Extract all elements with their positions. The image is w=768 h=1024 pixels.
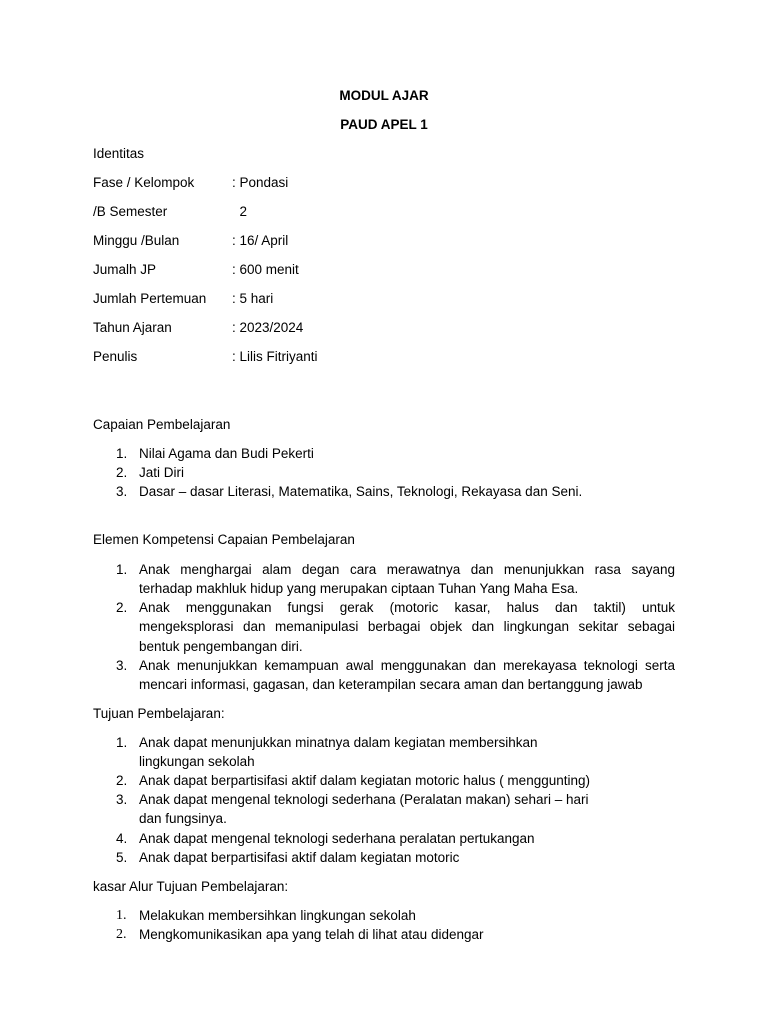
list-item-line: Anak menghargai alam degan cara merawatnya dan menunjukkan rasa sayang: [139, 562, 675, 577]
list-number: 2.: [116, 927, 127, 942]
list-item: [139, 848, 675, 867]
list-item: Nilai Agama dan Budi Pekerti: [139, 446, 314, 461]
list-number: 2.: [116, 465, 128, 480]
list-number: 2.: [116, 600, 128, 615]
list-item: [139, 656, 675, 695]
identitas-value: : 16/ April: [232, 233, 289, 248]
list-item: [139, 733, 675, 772]
document-title: MODUL AJAR: [339, 88, 429, 103]
list-item: Mengkomunikasikan apa yang telah di lihat atau didengar: [139, 927, 484, 942]
alur-heading: kasar Alur Tujuan Pembelajaran:: [93, 879, 289, 894]
list-item-line: Anak dapat mengenal teknologi sederhana (Peralatan makan) sehari – hari: [139, 792, 589, 807]
list-number: 1.: [116, 735, 128, 750]
identitas-label: Minggu /Bulan: [93, 233, 180, 248]
list-number: 1.: [116, 446, 128, 461]
elemen-heading: Elemen Kompetensi Capaian Pembelajaran: [93, 532, 355, 547]
list-item-line: terhadap makhluk hidup yang merupakan ciptaan Tuhan Yang Maha Esa.: [139, 581, 579, 597]
list-item-line: dan fungsinya.: [139, 811, 227, 827]
identitas-label: Jumlah Pertemuan: [93, 291, 207, 306]
document-subtitle: PAUD APEL 1: [340, 117, 428, 132]
list-number: 3.: [116, 792, 128, 807]
list-item: Dasar – dasar Literasi, Matematika, Sains, Teknologi, Rekayasa dan Seni.: [139, 484, 583, 499]
list-number: 3.: [116, 484, 128, 499]
identitas-value: : 5 hari: [232, 291, 274, 306]
list-item: [139, 771, 675, 790]
identitas-label: /B Semester: [93, 204, 168, 219]
list-item: Melakukan membersihkan lingkungan sekolah: [139, 908, 416, 923]
list-item: [139, 829, 675, 848]
capaian-heading: Capaian Pembelajaran: [93, 417, 231, 432]
list-item-line: mencari informasi, gagasan, dan keterampilan secara aman dan bertanggung jawab: [139, 677, 643, 693]
identitas-value: : Lilis Fitriyanti: [232, 349, 318, 364]
identitas-label: Fase / Kelompok: [93, 175, 195, 190]
identitas-label: Tahun Ajaran: [93, 320, 172, 335]
list-number: 2.: [116, 773, 128, 788]
list-item-line: Anak dapat menunjukkan minatnya dalam kegiatan membersihkan: [139, 735, 538, 750]
identitas-value: : 2023/2024: [232, 320, 304, 335]
identitas-label: Jumalh JP: [93, 262, 157, 277]
list-item-line: Anak menggunakan fungsi gerak (motoric kasar, halus dan taktil) untuk: [139, 600, 675, 615]
list-item-line: Anak dapat berpartisifasi aktif dalam kegiatan motoric: [139, 850, 460, 865]
list-item: Jati Diri: [139, 465, 185, 480]
list-item-line: lingkungan sekolah: [139, 754, 255, 770]
identitas-heading: Identitas: [93, 146, 145, 161]
identitas-value: 2: [232, 204, 248, 219]
list-item: [139, 598, 675, 656]
list-item-line: bentuk pengembangan diri.: [139, 638, 303, 654]
tujuan-heading: Tujuan Pembelajaran:: [93, 706, 225, 721]
list-number: 1.: [116, 908, 127, 923]
identitas-value: : 600 menit: [232, 262, 299, 277]
list-item-line: mengeksplorasi dan memanipulasi berbagai objek dan lingkungan sekitar sebagai: [139, 619, 675, 635]
list-item: [139, 560, 675, 599]
list-number: 1.: [116, 562, 128, 577]
list-number: 5.: [116, 850, 128, 865]
list-item-line: Anak menunjukkan kemampuan awal menggunakan dan merekayasa teknologi serta: [139, 658, 675, 673]
list-item-line: Anak dapat mengenal teknologi sederhana peralatan pertukangan: [139, 831, 535, 846]
list-item: [139, 790, 675, 829]
list-number: 4.: [116, 831, 128, 846]
identitas-value: : Pondasi: [232, 175, 289, 190]
identitas-label: Penulis: [93, 349, 138, 364]
list-number: 3.: [116, 658, 128, 673]
list-item-line: Anak dapat berpartisifasi aktif dalam kegiatan motoric halus ( menggunting): [139, 773, 590, 788]
